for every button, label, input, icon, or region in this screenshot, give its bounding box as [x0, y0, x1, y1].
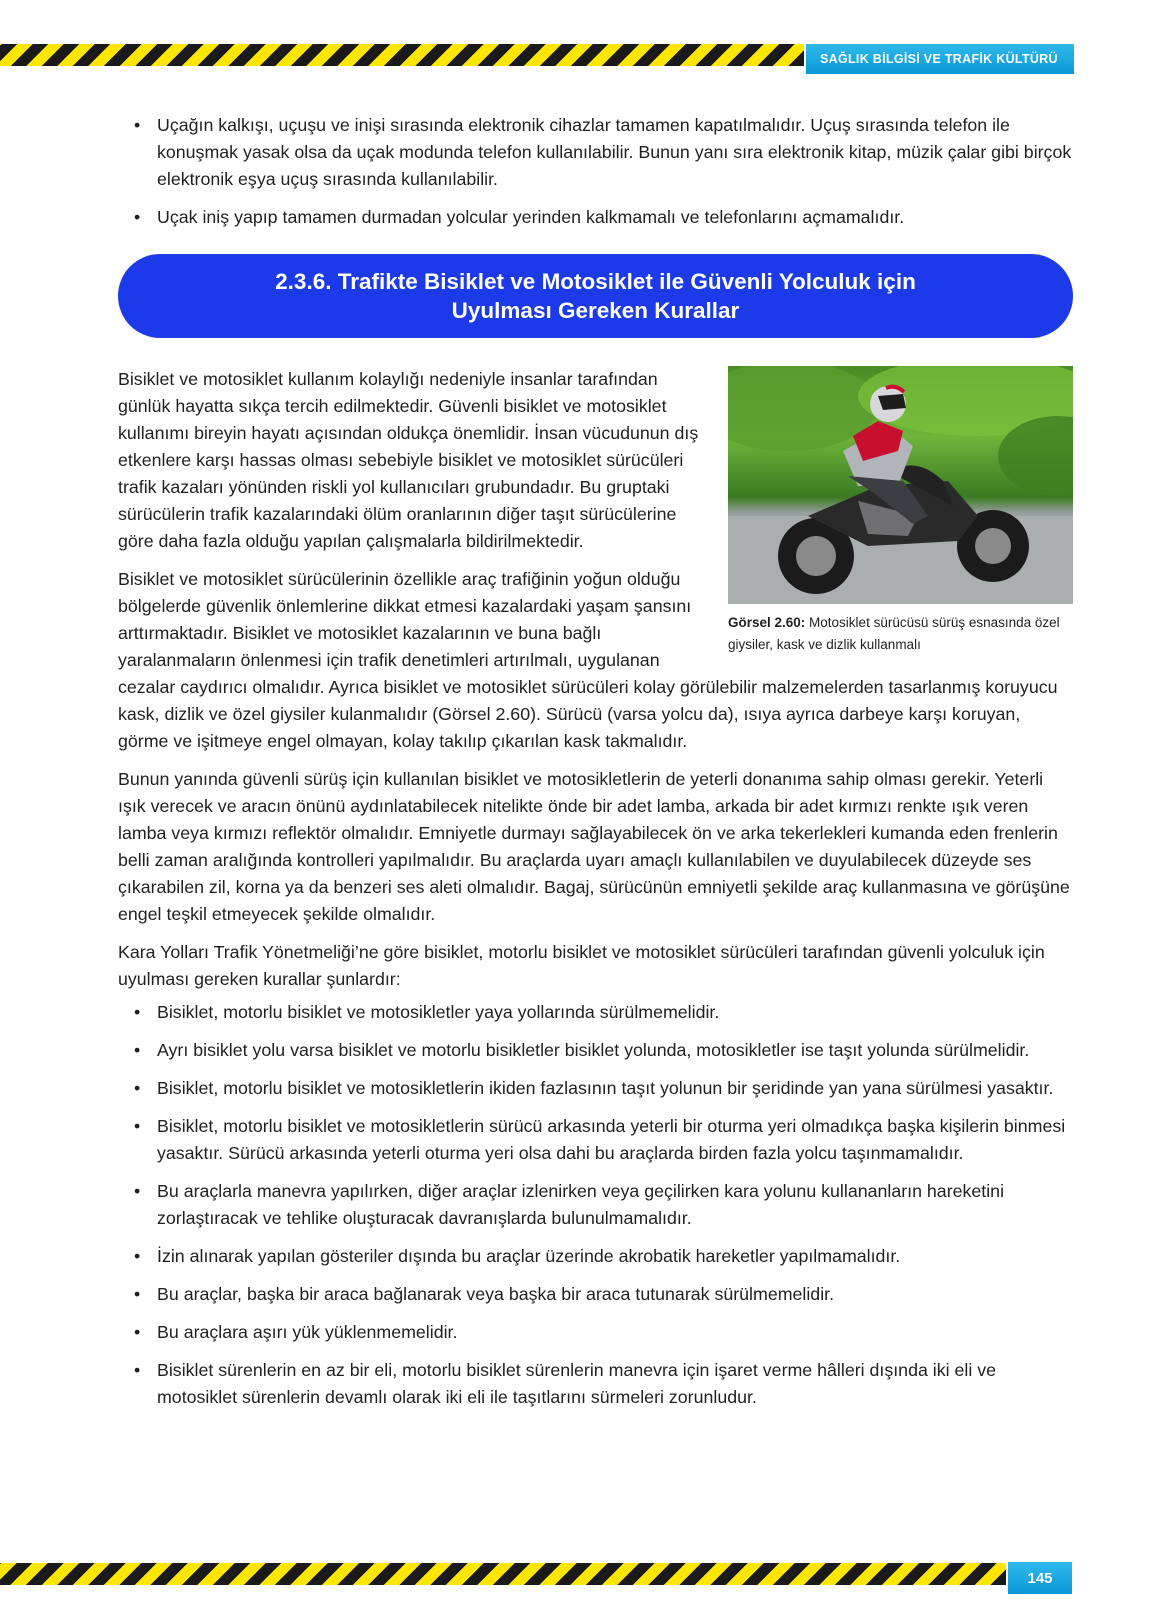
- page-number: 145: [1027, 1569, 1053, 1587]
- chapter-header-label: SAĞLIK BİLGİSİ VE TRAFİK KÜLTÜRÜ: [820, 52, 1058, 66]
- page-content: [118, 112, 1073, 1422]
- paragraph: Bisiklet ve motosiklet sürücülerinin özellikle araç trafiğinin yoğun olduğu bölgelerde güvenlik önlemlerine dikkat etmesi kazalardaki yaşam şansını arttırmaktadır. Bisiklet ve motosiklet kazalarının ve buna bağlı yaralanmaların önlenmesi için trafik denetimleri artırılmalı, uygulanan cezalar caydırıcı olmalıdır. Ayrıca bisiklet ve motosiklet sürücüleri kolay görülebilir malzemelerden tasarlanmış koruyucu kask, dizlik ve özel giysiler kulanmalıdır (Görsel 2.60). Sürücü (varsa yolcu da), ısıya ayrıca darbeye karşı koruyan, görme ve işitmeye engel olmayan, kolay takılıp çıkarılan kask takmalıdır.: [118, 569, 1058, 751]
- rules-bullet-list: [118, 999, 1073, 1411]
- paragraph: Bunun yanında güvenli sürüş için kullanılan bisiklet ve motosikletlerin de yeterli donanıma sahip olması gerekir. Yeterli ışık verecek ve aracın önünü aydınlatabilecek nitelikte önde bir adet lamba, arkada bir adet kırmızı renkte ışık veren lamba veya kırmızı reflektör olmalıdır. Emniyetle durmayı sağlayabilecek ön ve arka tekerlekleri kumanda eden frenlerin belli zaman aralığında kontrolleri yapılmalıdır. Bu araçlarda uyarı amaçlı kullanılabilen ve duyulabilecek düzeyde ses çıkarabilen zil, korna ya da benzeri ses aleti olmalıdır. Bagaj, sürücünün emniyetli şekilde araç kullanmasına ve görüşüne engel teşkil etmeyecek şekilde olmalıdır.: [118, 769, 1070, 924]
- paragraph: Kara Yolları Trafik Yönetmeliği’ne göre bisiklet, motorlu bisiklet ve motosiklet sürücüleri tarafından güvenli yolculuk için uyulması gereken kurallar şunlardır:: [118, 942, 1045, 989]
- section-title: 2.3.6. Trafikte Bisiklet ve Motosiklet ile Güvenli Yolculuk için Uyulması Gereken Kurallar: [275, 269, 916, 323]
- section-title-banner: [118, 254, 1073, 338]
- motorcycle-illustration: [728, 366, 1073, 604]
- paragraph: Bisiklet ve motosiklet kullanım kolaylığı nedeniyle insanlar tarafından günlük hayatta sıkça tercih edilmektedir. Güvenli bisiklet ve motosiklet kullanımı bireyin hayatı açısından oldukça önemlidir. İnsan vücudunun dış etkenlere karşı hassas olması sebebiyle bisiklet ve motosiklet sürücüleri trafik kazaları yönünden riskli yol kullanıcıları grubundadır. Bu gruptaki sürücülerin trafik kazalarındaki ölüm oranlarının diğer taşıt sürücülerine göre daha fazla olduğu yapılan çalışmalarla bildirilmektedir.: [118, 369, 699, 551]
- list-item: • Bisiklet, motorlu bisiklet ve motosikletlerin ikiden fazlasının taşıt yolunun bir şeridinde yan yana sürülmesi yasaktır.: [118, 1075, 1073, 1102]
- list-item: • Bu araçlar, başka bir araca bağlanarak veya başka bir araca tutunarak sürülmemelidir.: [118, 1281, 1073, 1308]
- page-number-badge: [1008, 1562, 1072, 1594]
- hazard-stripe-top: [0, 44, 804, 66]
- list-item: • Bisiklet sürenlerin en az bir eli, motorlu bisiklet sürenlerin manevra için işaret verme hâlleri dışında iki eli ve motosiklet sürenlerin devamlı olarak iki eli ile taşıtlarını sürmeleri zorunludur.: [118, 1357, 1073, 1411]
- caption-text: Motosiklet sürücüsü sürüş esnasında özel giysiler, kask ve dizlik kullanmalı: [728, 615, 1060, 652]
- motorcycle-photo: [728, 366, 1073, 604]
- list-item: • Bu araçlara aşırı yük yüklenmemelidir.: [118, 1319, 1073, 1346]
- hazard-stripe-bottom: [0, 1563, 1006, 1585]
- figure-motorcycle: [728, 366, 1073, 656]
- list-item: • Uçak iniş yapıp tamamen durmadan yolcular yerinden kalkmamalı ve telefonlarını açmamalıdır.: [118, 204, 1073, 231]
- list-item: • Bu araçlarla manevra yapılırken, diğer araçlar izlenirken veya geçilirken kara yolunu kullananların hareketini zorlaştıracak ve tehlike oluşturacak davranışlarda bulunulmamalıdır.: [118, 1178, 1073, 1232]
- list-item: • Uçağın kalkışı, uçuşu ve inişi sırasında elektronik cihazlar tamamen kapatılmalıdır. Uçuş sırasında telefon ile konuşmak yasak olsa da uçak modunda telefon kullanılabilir. Bunun yanı sıra elektronik kitap, müzik çalar gibi birçok elektronik eşya uçuş sırasında kullanılabilir.: [118, 112, 1073, 193]
- chapter-header-tab: [806, 44, 1074, 74]
- list-item: • Ayrı bisiklet yolu varsa bisiklet ve motorlu bisikletler bisiklet yolunda, motosikletler ise taşıt yolunda sürülmelidir.: [118, 1037, 1073, 1064]
- intro-bullet-list: [118, 112, 1073, 231]
- list-item: • Bisiklet, motorlu bisiklet ve motosikletlerin sürücü arkasında yeterli bir oturma yeri olmadıkça başka kişilerin binmesi yasaktır. Sürücü arkasında yeterli oturma yeri olsa dahi bu araçlarda birden fazla yolcu taşınmamalıdır.: [118, 1113, 1073, 1167]
- caption-label: Görsel 2.60:: [728, 615, 806, 630]
- list-item: • Bisiklet, motorlu bisiklet ve motosikletler yaya yollarında sürülmemelidir.: [118, 999, 1073, 1026]
- figure-caption: [728, 612, 1073, 656]
- list-item: • İzin alınarak yapılan gösteriler dışında bu araçlar üzerinde akrobatik hareketler yapılmamalıdır.: [118, 1243, 1073, 1270]
